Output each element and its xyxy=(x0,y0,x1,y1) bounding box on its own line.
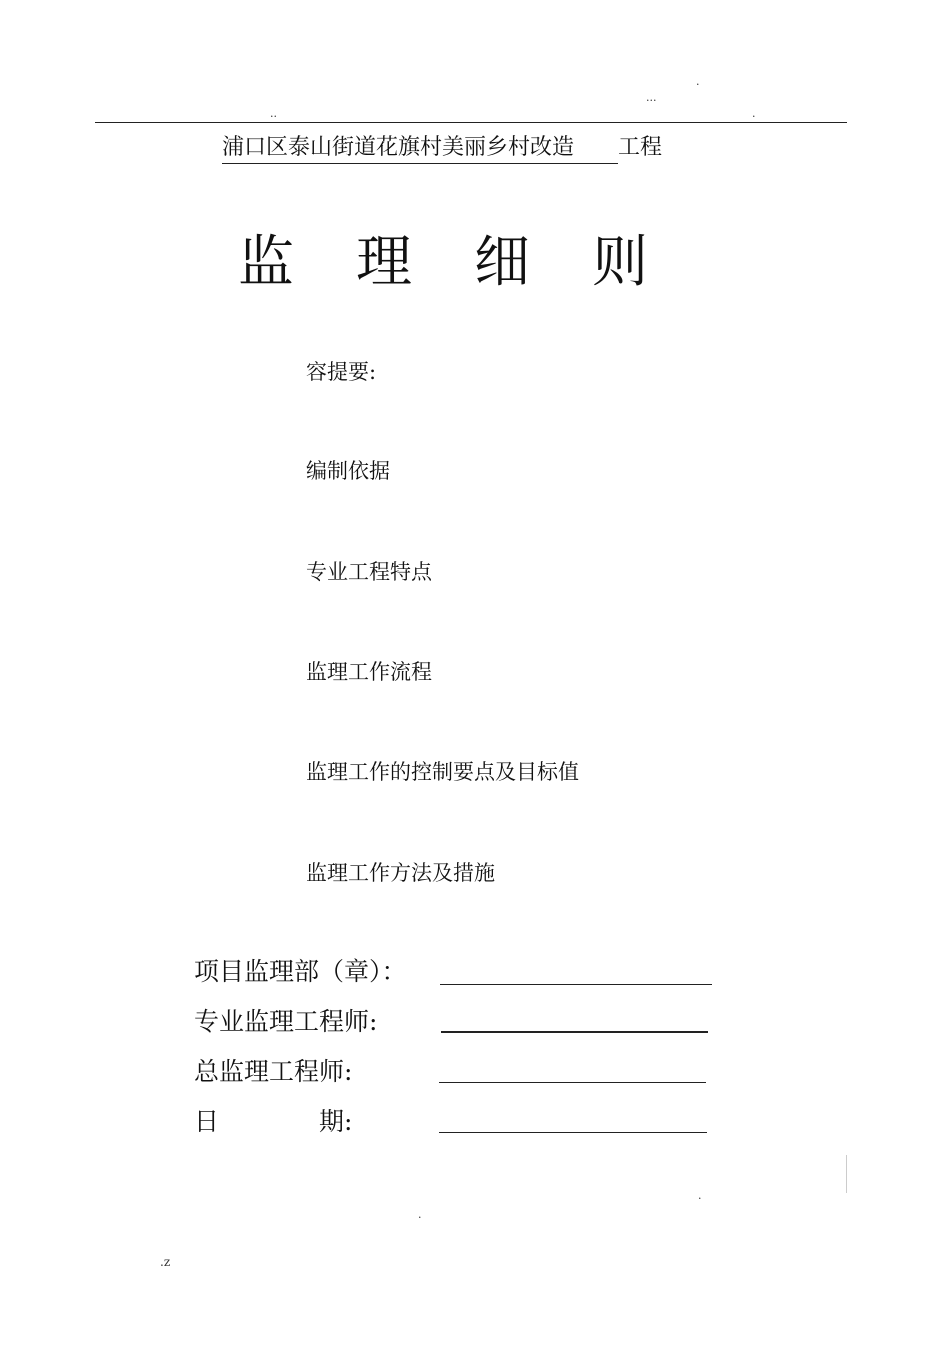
signature-label-specialist: 专业监理工程师: xyxy=(194,1007,378,1036)
margin-bar xyxy=(846,1155,847,1193)
project-name: 浦口区泰山街道花旗村美丽乡村改造 xyxy=(222,133,574,164)
header-mark: ... xyxy=(646,91,657,104)
page-mark: .z xyxy=(160,1255,171,1269)
signature-label-date: 日 期: xyxy=(194,1107,353,1136)
signature-label-department: 项目监理部（章）： xyxy=(194,957,407,986)
footer-mark: . xyxy=(418,1208,422,1221)
contents-item: 编制依据 xyxy=(306,459,390,483)
contents-item: 监理工作方法及措施 xyxy=(306,861,495,885)
contents-item: 监理工作的控制要点及目标值 xyxy=(306,760,579,784)
footer-mark: . xyxy=(698,1189,702,1202)
signature-line-date xyxy=(439,1132,707,1133)
signature-line-department xyxy=(440,984,712,985)
signature-line-specialist xyxy=(441,1031,708,1033)
contents-item: 专业工程特点 xyxy=(306,560,432,584)
header-mark: . xyxy=(696,75,700,88)
signature-line-chief xyxy=(439,1082,706,1083)
project-name-blank xyxy=(574,139,618,164)
header-mark: .. xyxy=(270,107,277,120)
project-suffix: 工程 xyxy=(618,135,663,160)
document-title: 监理细则 xyxy=(238,230,710,295)
header-mark: . xyxy=(752,107,756,120)
signature-label-chief: 总监理工程师: xyxy=(194,1057,353,1086)
contents-heading: 容提要: xyxy=(306,360,377,384)
project-name-line xyxy=(222,133,662,164)
contents-item: 监理工作流程 xyxy=(306,660,432,684)
header-rule xyxy=(95,122,847,123)
